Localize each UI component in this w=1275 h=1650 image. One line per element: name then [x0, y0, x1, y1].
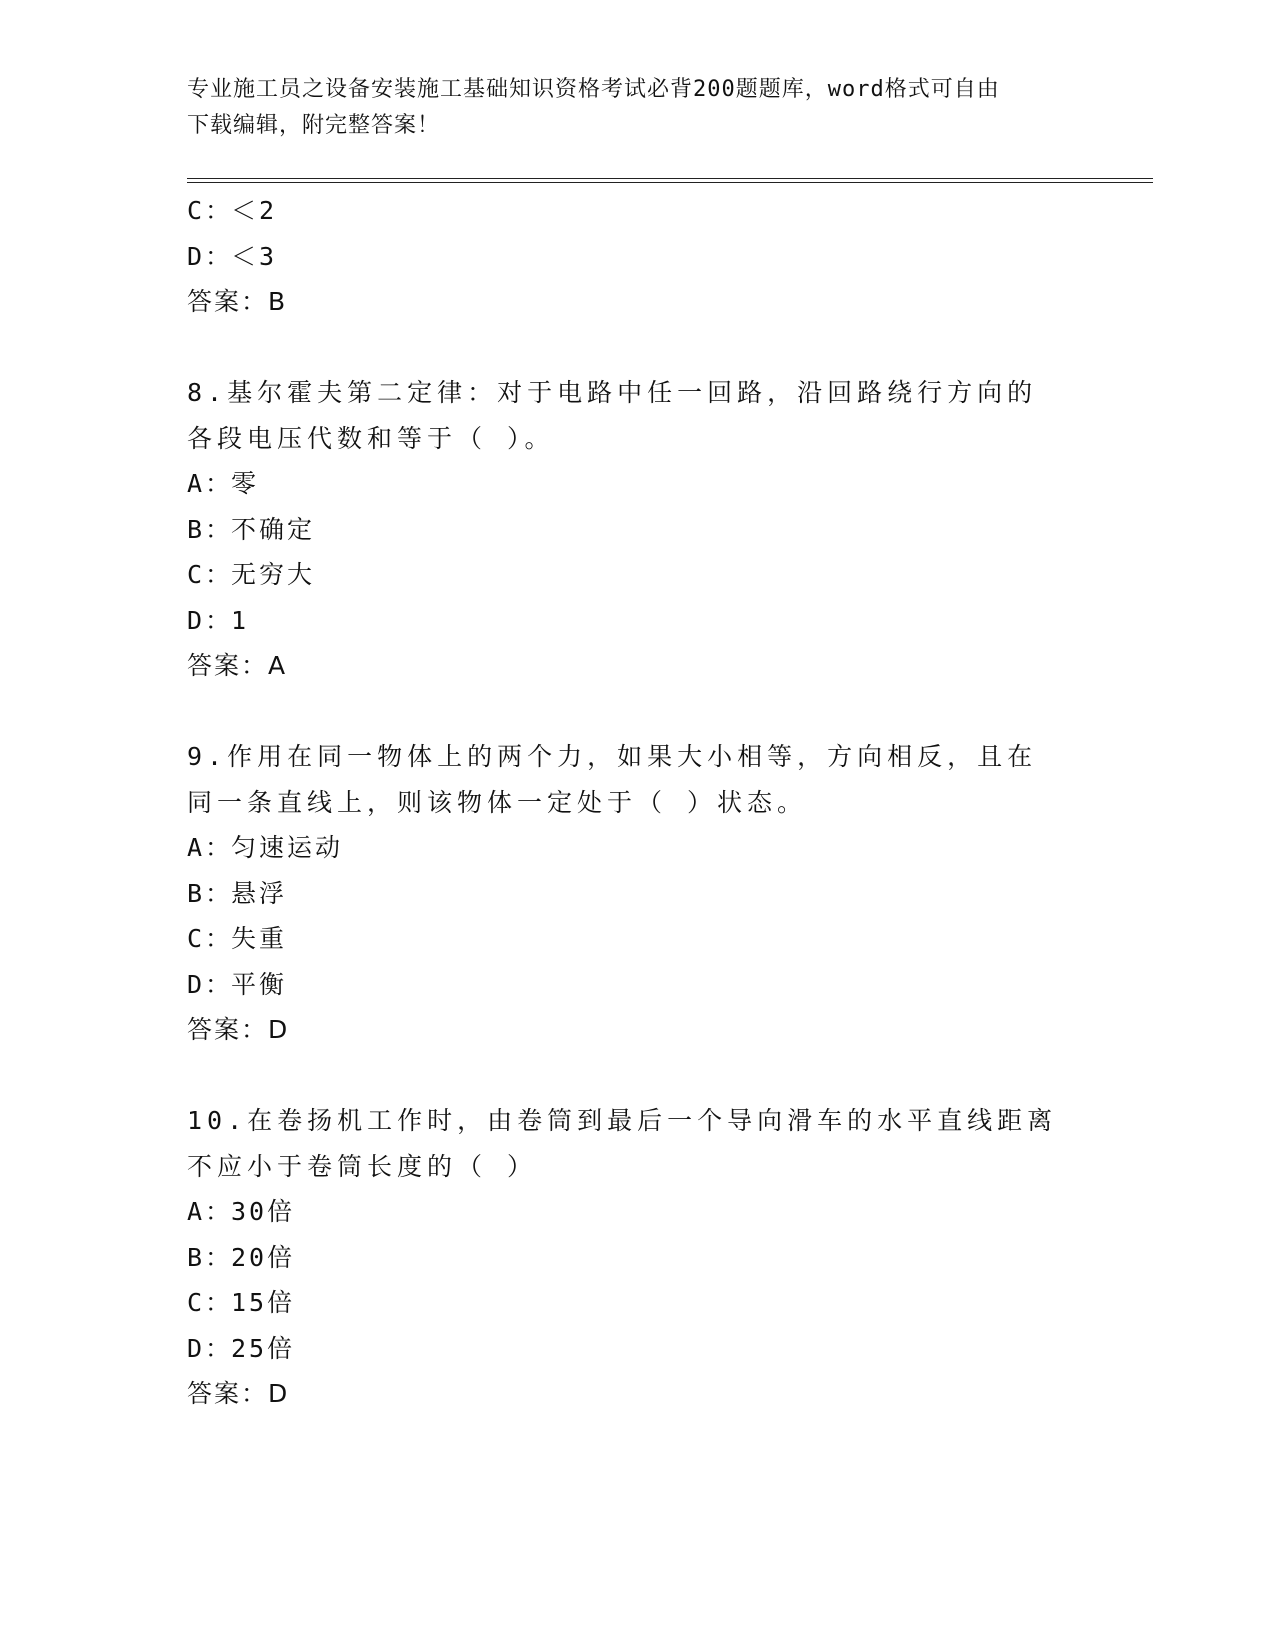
option-text: 1 [231, 605, 250, 635]
option-c [187, 188, 1087, 234]
option-c [187, 552, 1087, 598]
option-text: 失重 [231, 924, 288, 953]
option-d [187, 962, 1087, 1008]
answer-line: 答案：A [187, 651, 288, 680]
option-text: 悬浮 [231, 878, 288, 908]
option-b [187, 871, 1087, 917]
option-text: 30倍 [231, 1197, 296, 1226]
previous-question-tail [187, 188, 1087, 325]
header-divider-bottom [187, 182, 1153, 183]
option-text: 平衡 [231, 969, 288, 999]
spacer [187, 1053, 1087, 1099]
option-c [187, 1280, 1087, 1326]
answer-line: 答案：D [187, 1379, 290, 1408]
option-text: ＜3 [231, 241, 278, 271]
option-text: ＜2 [231, 196, 278, 225]
question-content [187, 188, 1087, 1417]
option-text: 匀速运动 [231, 833, 344, 862]
option-d [187, 598, 1087, 644]
option-key: D： [187, 605, 234, 635]
option-key: B： [187, 878, 234, 908]
option-text: 不确定 [231, 514, 316, 544]
option-key: A： [187, 1197, 234, 1226]
option-text: 15倍 [231, 1288, 296, 1317]
spacer [187, 325, 1087, 371]
header-divider-top [187, 178, 1153, 179]
option-a [187, 1189, 1087, 1235]
answer-line: 答案：D [187, 1015, 290, 1044]
option-b [187, 1235, 1087, 1281]
option-c [187, 916, 1087, 962]
option-key: C： [187, 924, 234, 953]
question-text: 9.作用在同一物体上的两个力，如果大小相等，方向相反，且在同一条直线上，则该物体一定处于（ ）状态。 [187, 742, 1038, 817]
option-key: B： [187, 514, 234, 544]
option-key: A： [187, 469, 234, 498]
option-key: D： [187, 969, 234, 999]
option-b [187, 507, 1087, 553]
question-9 [187, 734, 1087, 1053]
document-header [187, 72, 1067, 144]
header-line-2: 下载编辑，附完整答案！ [187, 113, 441, 138]
option-key: C： [187, 560, 234, 589]
option-text: 20倍 [231, 1242, 296, 1272]
option-d [187, 1326, 1087, 1372]
option-a [187, 461, 1087, 507]
option-key: D： [187, 241, 234, 271]
option-key: D： [187, 1333, 234, 1363]
question-text: 10.在卷扬机工作时，由卷筒到最后一个导向滑车的水平直线距离不应小于卷筒长度的（ ） [187, 1106, 1058, 1181]
option-a [187, 825, 1087, 871]
option-key: C： [187, 196, 234, 225]
option-text: 25倍 [231, 1333, 296, 1363]
option-d [187, 234, 1087, 280]
question-10 [187, 1098, 1087, 1417]
option-text: 无穷大 [231, 560, 316, 589]
header-line-1: 专业施工员之设备安装施工基础知识资格考试必背200题题库，word格式可自由 [187, 77, 1000, 102]
question-text: 8.基尔霍夫第二定律：对于电路中任一回路，沿回路绕行方向的各段电压代数和等于（ ）。 [187, 378, 1038, 453]
option-key: A： [187, 833, 234, 862]
answer-line: 答案：B [187, 287, 288, 316]
option-text: 零 [231, 469, 260, 498]
question-8 [187, 370, 1087, 689]
option-key: B： [187, 1242, 234, 1272]
spacer [187, 689, 1087, 735]
option-key: C： [187, 1288, 234, 1317]
